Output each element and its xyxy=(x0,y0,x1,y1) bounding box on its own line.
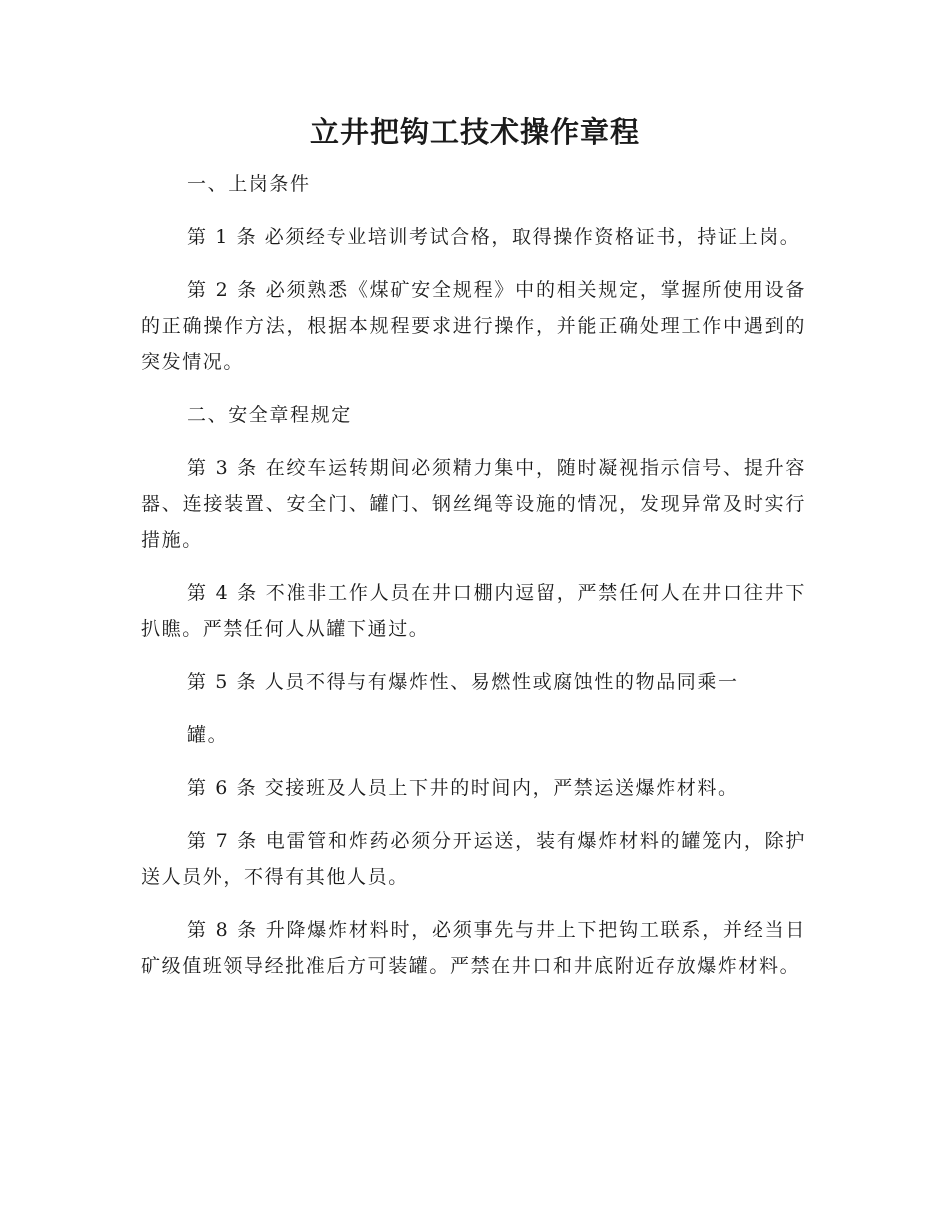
article-4: 第 4 条 不准非工作人员在井口棚内逗留，严禁任何人在井口往井下扒瞧。严禁任何人从罐下通过。 xyxy=(141,582,806,640)
document-title: 立井把钩工技术操作章程 xyxy=(309,115,640,149)
section-heading-safety-rules: 二、安全章程规定 xyxy=(187,404,352,426)
article-3: 第 3 条 在绞车运转期间必须精力集中，随时凝视指示信号、提升容器、连接装置、安全门、罐门、钢丝绳等设施的情况，发现异常及时实行措施。 xyxy=(141,457,806,551)
document-body xyxy=(141,166,806,1001)
article-5: 第 5 条 人员不得与有爆炸性、易燃性或腐蚀性的物品同乘一 xyxy=(187,671,739,693)
article-8: 第 8 条 升降爆炸材料时，必须事先与井上下把钩工联系，并经当日矿级值班领导经批准后方可装罐。严禁在井口和井底附近存放爆炸材料。 xyxy=(141,919,806,977)
article-2: 第 2 条 必须熟悉《煤矿安全规程》中的相关规定，掌握所使用设备的正确操作方法，根据本规程要求进行操作，并能正确处理工作中遇到的突发情况。 xyxy=(141,279,806,373)
article-1: 第 1 条 必须经专业培训考试合格，取得操作资格证书，持证上岗。 xyxy=(187,226,801,248)
article-6: 第 6 条 交接班及人员上下井的时间内，严禁运送爆炸材料。 xyxy=(187,777,739,799)
article-5-continuation: 罐。 xyxy=(187,724,229,746)
article-7: 第 7 条 电雷管和炸药必须分开运送，装有爆炸材料的罐笼内，除护送人员外，不得有其他人员。 xyxy=(141,830,806,888)
section-heading-qualifications: 一、上岗条件 xyxy=(187,173,311,195)
